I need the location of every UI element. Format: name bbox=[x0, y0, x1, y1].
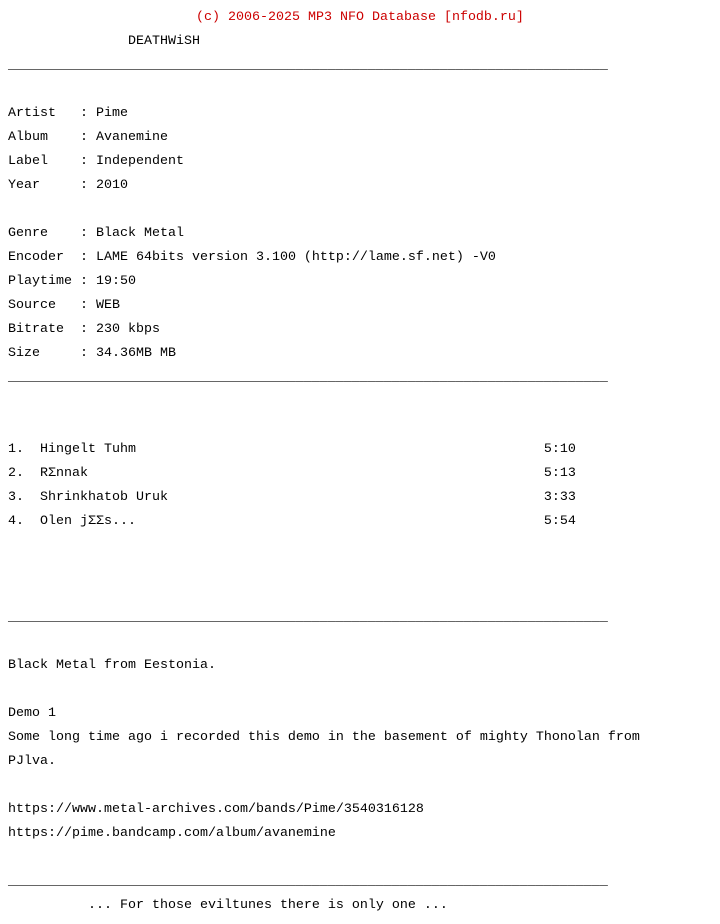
track-row: 3. Shrinkhatob Uruk 3:33 bbox=[8, 490, 576, 505]
info-artist: Artist : Pime bbox=[8, 106, 128, 121]
blank-line bbox=[8, 396, 640, 408]
notes-line: Some long time ago i recorded this demo in the basement of mighty Thonolan from bbox=[8, 730, 640, 745]
notes-link: https://www.metal-archives.com/bands/Pime/3540316128 bbox=[8, 802, 424, 817]
nfo-text bbox=[8, 0, 640, 924]
blank-line bbox=[8, 852, 640, 864]
rule-tracks: ___________________________________________________________________________ bbox=[8, 610, 608, 625]
rule-bottom: ___________________________________________________________________________ bbox=[8, 874, 608, 889]
track-row: 1. Hingelt Tuhm 5:10 bbox=[8, 442, 576, 457]
info-encoder: Encoder : LAME 64bits version 3.100 (http://lame.sf.net) -V0 bbox=[8, 250, 496, 265]
footer-tagline: ... For those eviltunes there is only one ... bbox=[8, 898, 448, 913]
blank-line bbox=[8, 636, 640, 648]
info-year: Year : 2010 bbox=[8, 178, 128, 193]
info-genre: Genre : Black Metal bbox=[8, 226, 184, 241]
info-source: Source : WEB bbox=[8, 298, 120, 313]
blank-line bbox=[8, 780, 640, 792]
notes-link: https://pime.bandcamp.com/album/avanemine bbox=[8, 826, 336, 841]
blank-line bbox=[8, 588, 640, 600]
blank-line bbox=[8, 84, 640, 96]
group-name: DEATHWiSH bbox=[128, 34, 200, 49]
blank-line bbox=[8, 564, 640, 576]
notes-line: Demo 1 bbox=[8, 706, 56, 721]
track-row: 2. RΣnnak 5:13 bbox=[8, 466, 576, 481]
info-playtime: Playtime : 19:50 bbox=[8, 274, 136, 289]
rule-top: ___________________________________________________________________________ bbox=[8, 58, 608, 73]
track-row: 4. Olen jΣΣs... 5:54 bbox=[8, 514, 576, 529]
rule-info: ___________________________________________________________________________ bbox=[8, 370, 608, 385]
blank-line bbox=[8, 540, 640, 552]
notes-line: Black Metal from Eestonia. bbox=[8, 658, 216, 673]
header-credit: (c) 2006-2025 MP3 NFO Database [nfodb.ru] bbox=[196, 10, 524, 25]
notes-line: PЈlva. bbox=[8, 754, 56, 769]
blank-line bbox=[8, 204, 640, 216]
info-label: Label : Independent bbox=[8, 154, 184, 169]
blank-line bbox=[8, 420, 640, 432]
blank-line bbox=[8, 684, 640, 696]
info-size: Size : 34.36MB MB bbox=[8, 346, 176, 361]
info-album: Album : Avanemine bbox=[8, 130, 168, 145]
info-bitrate: Bitrate : 230 kbps bbox=[8, 322, 160, 337]
